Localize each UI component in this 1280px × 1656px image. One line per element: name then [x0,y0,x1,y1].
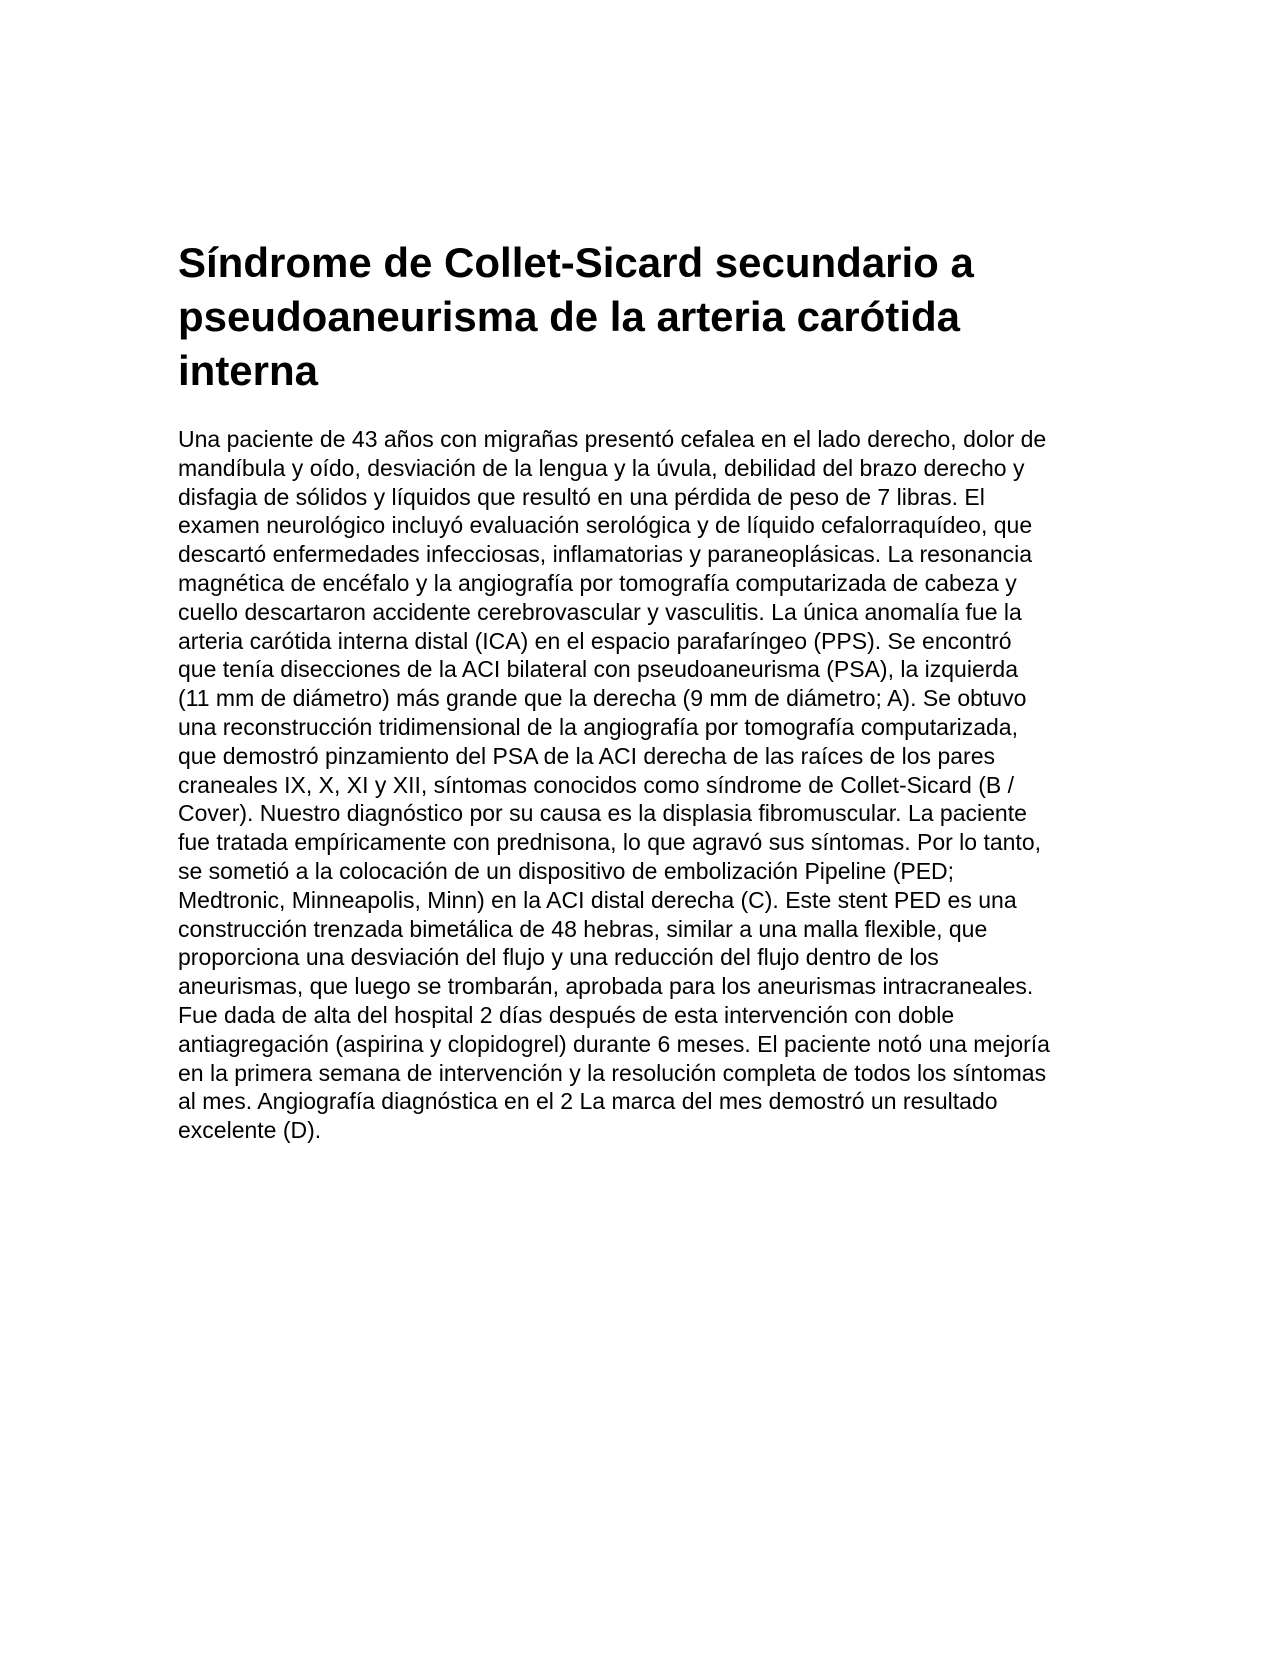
title-line: Síndrome de Collet-Sicard secundario a [178,239,974,286]
body-line: disfagia de sólidos y líquidos que resultó en una pérdida de peso de 7 libras. El [178,483,985,510]
body-line: antiagregación (aspirina y clopidogrel) durante 6 meses. El paciente notó una mejoría [178,1030,1050,1057]
document-body-paragraph [178,425,1138,1145]
body-line: cuello descartaron accidente cerebrovascular y vasculitis. La única anomalía fue la [178,598,1022,625]
body-line: examen neurológico incluyó evaluación serológica y de líquido cefalorraquídeo, que [178,512,1033,539]
body-line: se sometió a la colocación de un dispositivo de embolización Pipeline (PED; [178,857,955,884]
title-line: pseudoaneurisma de la arteria carótida [178,293,960,340]
body-line: construcción trenzada bimetálica de 48 hebras, similar a una malla flexible, que [178,915,988,942]
body-line: proporciona una desviación del flujo y una reducción del flujo dentro de los [178,944,939,971]
body-line: Fue dada de alta del hospital 2 días después de esta intervención con doble [178,1001,955,1028]
body-line: craneales IX, X, XI y XII, síntomas conocidos como síndrome de Collet-Sicard (B / [178,771,1015,798]
body-line: descartó enfermedades infecciosas, inflamatorias y paraneoplásicas. La resonancia [178,541,1033,568]
title-line: interna [178,347,319,394]
body-line: Medtronic, Minneapolis, Minn) en la ACI distal derecha (C). Este stent PED es una [178,886,1017,913]
body-line: magnética de encéfalo y la angiografía por tomografía computarizada de cabeza y [178,569,1017,596]
body-line: fue tratada empíricamente con prednisona, lo que agravó sus síntomas. Por lo tanto, [178,829,1041,856]
body-line: en la primera semana de intervención y la resolución completa de todos los síntomas [178,1059,1047,1086]
document-title [178,236,1118,398]
body-line: mandíbula y oído, desviación de la lengua y la úvula, debilidad del brazo derecho y [178,454,1025,481]
body-line: al mes. Angiografía diagnóstica en el 2 La marca del mes demostró un resultado [178,1088,998,1115]
body-line: que tenía disecciones de la ACI bilateral con pseudoaneurisma (PSA), la izquierda [178,656,1018,683]
body-line: Una paciente de 43 años con migrañas presentó cefalea en el lado derecho, dolor de [178,426,1047,452]
body-line: arteria carótida interna distal (ICA) en el espacio parafaríngeo (PPS). Se encontró [178,627,1012,654]
body-line: (11 mm de diámetro) más grande que la derecha (9 mm de diámetro; A). Se obtuvo [178,685,1027,712]
body-line: excelente (D). [178,1117,322,1144]
body-line: Cover). Nuestro diagnóstico por su causa es la displasia fibromuscular. La paciente [178,800,1027,827]
body-line: una reconstrucción tridimensional de la angiografía por tomografía computarizada, [178,713,1018,740]
body-line: aneurismas, que luego se trombarán, aprobada para los aneurismas intracraneales. [178,973,1034,1000]
body-line: que demostró pinzamiento del PSA de la ACI derecha de las raíces de los pares [178,742,995,769]
